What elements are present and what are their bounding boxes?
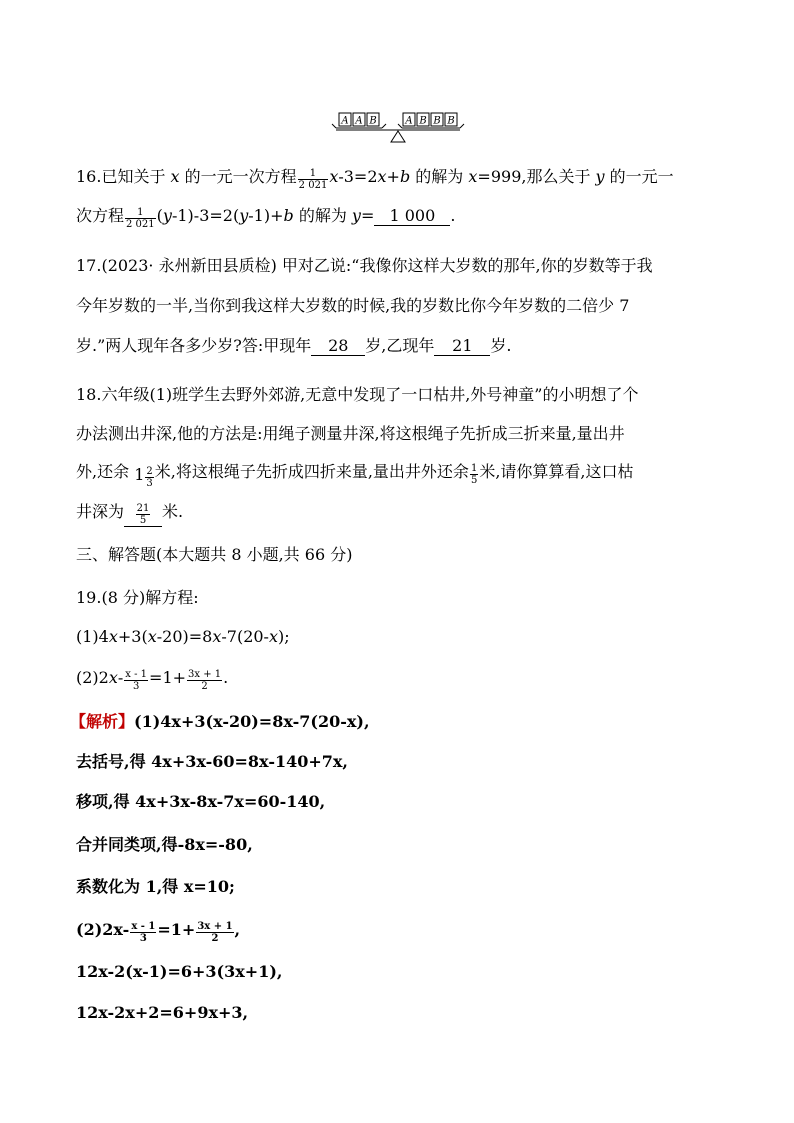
answer-blank: 1 000 bbox=[374, 207, 450, 226]
fraction-1-over-5: $\frac{1}{5}$ bbox=[470, 463, 478, 487]
fulcrum-triangle bbox=[391, 131, 405, 142]
answer-blank: 28 bbox=[311, 337, 365, 356]
q16-line1: 16.已知关于 x 的一元一次方程 $\frac{1}{2 021}$ x-3=2x+b 的解为 x=999,那么关于 y 的一元一 bbox=[76, 167, 674, 192]
block-label: A bbox=[341, 115, 349, 127]
q17-line2: 今年岁数的一半,当你到我这样大岁数的时候,我的岁数比你今年岁数的二倍少 7 bbox=[76, 296, 630, 315]
q17-line1: 17.(2023· 永州新田县质检) 甲对乙说:“我像你这样大岁数的那年,你的岁数等于我 bbox=[76, 256, 653, 275]
solution-line2: 去括号,得 4x+3x-60=8x-140+7x, bbox=[76, 752, 349, 771]
q19-title: 19.(8 分)解方程: bbox=[76, 588, 199, 607]
q18-line2: 办法测出井深,他的方法是:用绳子测量井深,将这根绳子先折成三折来量,量出井 bbox=[76, 424, 625, 443]
solution-line8: 12x-2x+2=6+9x+3, bbox=[76, 1003, 249, 1022]
answer-blank: $\frac{21}{5}$ bbox=[124, 503, 162, 527]
balance-scale-diagram bbox=[330, 104, 466, 144]
fraction-1-over-2021: $\frac{1}{2 021}$ bbox=[126, 207, 155, 231]
solution-line3: 移项,得 4x+3x-8x-7x=60-140, bbox=[76, 792, 326, 811]
solution-line5: 系数化为 1,得 x=10; bbox=[76, 877, 235, 896]
q19-equation1: (1)4x+3(x-20)=8x-7(20-x); bbox=[76, 627, 290, 646]
block-label: B bbox=[369, 115, 377, 127]
q18-line4: 井深为 $\frac{21}{5}$ 米. bbox=[76, 502, 184, 527]
analysis-tag: 【解析】 bbox=[70, 712, 135, 731]
q16-line2: 次方程 $\frac{1}{2 021}$ (y-1)-3=2(y-1)+b 的解为 y= 1 000 . bbox=[76, 206, 456, 231]
answer-blank: 21 bbox=[434, 337, 490, 356]
section-heading: 三、解答题(本大题共 8 小题,共 66 分) bbox=[76, 545, 353, 564]
fraction-1-over-2021: $\frac{1}{2 021}$ bbox=[298, 168, 328, 192]
q18-line1: 18.六年级(1)班学生去野外郊游,无意中发现了一口枯井,外号神童”的小明想了个 bbox=[76, 385, 639, 404]
block-label: B bbox=[433, 115, 441, 127]
q18-line3: 外,还余 1 $\frac{2}{3}$ 米,将这根绳子先折成四折来量,量出井外还余 $\frac{1}{5}$ 米,请你算算看,这口枯 bbox=[76, 462, 634, 490]
block-label: A bbox=[405, 115, 413, 127]
block-label: B bbox=[419, 115, 427, 127]
mixed-number: 1 $\frac{2}{3}$ bbox=[134, 465, 153, 490]
q19-equation2: (2)2x- $\frac{x - 1}{3}$ =1+ $\frac{3x + 1}{2}$ . bbox=[76, 668, 229, 693]
solution-line7: 12x-2(x-1)=6+3(3x+1), bbox=[76, 962, 283, 981]
solution-line6: (2)2x- $\frac{x - 1}{3}$ =1+ $\frac{3x + 1}{2}$ , bbox=[76, 920, 241, 945]
q17-line3: 岁.”两人现年各多少岁?答:甲现年 28 岁,乙现年 21 岁. bbox=[76, 336, 512, 355]
solution-line4: 合并同类项,得-8x=-80, bbox=[76, 835, 253, 854]
block-label: A bbox=[355, 115, 363, 127]
block-label: B bbox=[447, 115, 455, 127]
solution-line1: 【解析】(1)4x+3(x-20)=8x-7(20-x), bbox=[70, 712, 370, 731]
